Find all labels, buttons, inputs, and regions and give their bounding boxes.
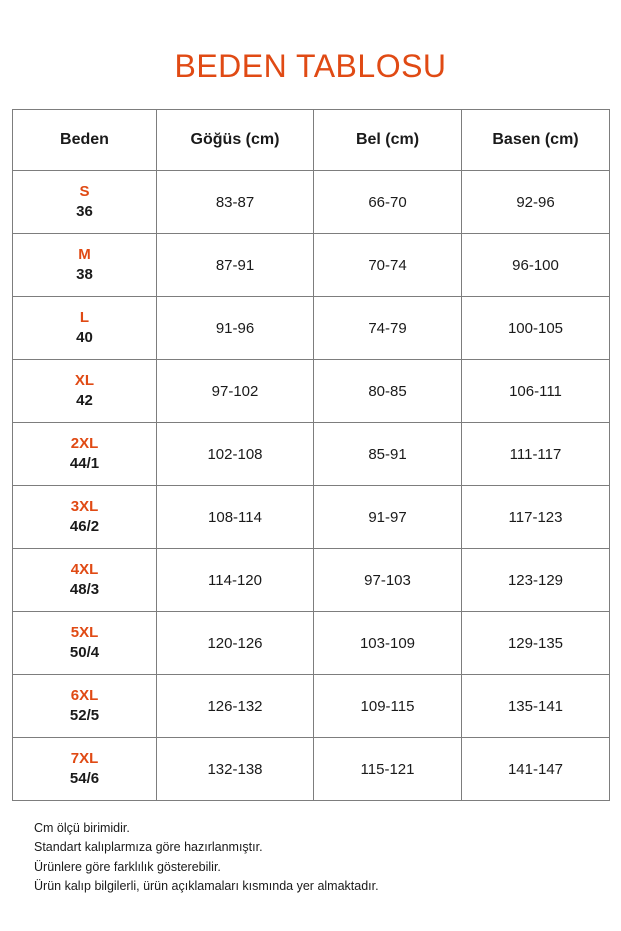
- size-letter: 3XL: [70, 497, 99, 515]
- size-number: 46/2: [69, 518, 100, 535]
- size-number: 54/6: [69, 770, 100, 787]
- table-body: [13, 171, 610, 801]
- cell-chest: 87-91: [157, 234, 314, 297]
- size-letter: 6XL: [70, 686, 99, 704]
- cell-chest: 114-120: [157, 549, 314, 612]
- table-row: [13, 612, 610, 675]
- size-letter: 7XL: [70, 749, 99, 767]
- table-row: [13, 486, 610, 549]
- table-row: [13, 549, 610, 612]
- cell-hip: 100-105: [462, 297, 610, 360]
- cell-waist: 66-70: [314, 171, 462, 234]
- size-letter: 2XL: [70, 434, 99, 452]
- cell-size: [13, 423, 157, 486]
- cell-hip: 135-141: [462, 675, 610, 738]
- cell-hip: 123-129: [462, 549, 610, 612]
- size-number: 38: [76, 266, 93, 283]
- table-header-row: [13, 110, 610, 171]
- table-row: [13, 171, 610, 234]
- cell-chest: 126-132: [157, 675, 314, 738]
- cell-hip: 129-135: [462, 612, 610, 675]
- cell-waist: 70-74: [314, 234, 462, 297]
- size-letter: M: [78, 245, 91, 263]
- cell-hip: 92-96: [462, 171, 610, 234]
- page-title: BEDEN TABLOSU: [174, 48, 447, 84]
- cell-waist: 74-79: [314, 297, 462, 360]
- cell-size: [13, 297, 157, 360]
- table-row: [13, 738, 610, 801]
- note-line: Ürün kalıp bilgilerli, ürün açıklamaları kısmında yer almaktadır.: [34, 879, 379, 894]
- size-letter: 5XL: [70, 623, 99, 641]
- size-number: 42: [76, 392, 93, 409]
- note-line: Cm ölçü birimidir.: [34, 821, 130, 835]
- cell-waist: 103-109: [314, 612, 462, 675]
- cell-size: [13, 234, 157, 297]
- table-row: [13, 675, 610, 738]
- cell-chest: 132-138: [157, 738, 314, 801]
- size-letter: S: [79, 182, 90, 200]
- cell-size: [13, 171, 157, 234]
- note-line: Standart kalıplarmıza göre hazırlanmıştır.: [34, 840, 263, 855]
- size-number: 48/3: [69, 581, 100, 598]
- size-table: [12, 109, 610, 801]
- column-header-hip: Basen (cm): [462, 110, 610, 171]
- cell-waist: 85-91: [314, 423, 462, 486]
- table-row: [13, 360, 610, 423]
- cell-hip: 117-123: [462, 486, 610, 549]
- cell-chest: 108-114: [157, 486, 314, 549]
- cell-waist: 109-115: [314, 675, 462, 738]
- column-header-waist: Bel (cm): [314, 110, 462, 171]
- size-number: 50/4: [69, 644, 100, 661]
- cell-hip: 141-147: [462, 738, 610, 801]
- cell-waist: 115-121: [314, 738, 462, 801]
- table-row: [13, 423, 610, 486]
- cell-chest: 102-108: [157, 423, 314, 486]
- cell-size: [13, 612, 157, 675]
- table-row: [13, 234, 610, 297]
- cell-hip: 111-117: [462, 423, 610, 486]
- cell-size: [13, 675, 157, 738]
- column-header-size: Beden: [13, 110, 157, 171]
- cell-hip: 96-100: [462, 234, 610, 297]
- cell-size: [13, 486, 157, 549]
- cell-waist: 91-97: [314, 486, 462, 549]
- cell-chest: 83-87: [157, 171, 314, 234]
- cell-waist: 80-85: [314, 360, 462, 423]
- column-header-chest: Göğüs (cm): [157, 110, 314, 171]
- table-header: [13, 110, 610, 171]
- cell-chest: 97-102: [157, 360, 314, 423]
- cell-chest: 120-126: [157, 612, 314, 675]
- cell-size: [13, 360, 157, 423]
- size-number: 40: [76, 329, 93, 346]
- size-letter: XL: [74, 371, 95, 389]
- note-line: Ürünlere göre farklılık gösterebilir.: [34, 859, 221, 874]
- size-letter: 4XL: [70, 560, 99, 578]
- cell-size: [13, 738, 157, 801]
- size-number: 44/1: [69, 455, 100, 472]
- cell-hip: 106-111: [462, 360, 610, 423]
- size-number: 52/5: [69, 707, 100, 724]
- cell-chest: 91-96: [157, 297, 314, 360]
- cell-size: [13, 549, 157, 612]
- size-letter: L: [79, 308, 90, 326]
- cell-waist: 97-103: [314, 549, 462, 612]
- notes-block: [34, 819, 609, 897]
- table-row: [13, 297, 610, 360]
- size-number: 36: [76, 203, 93, 220]
